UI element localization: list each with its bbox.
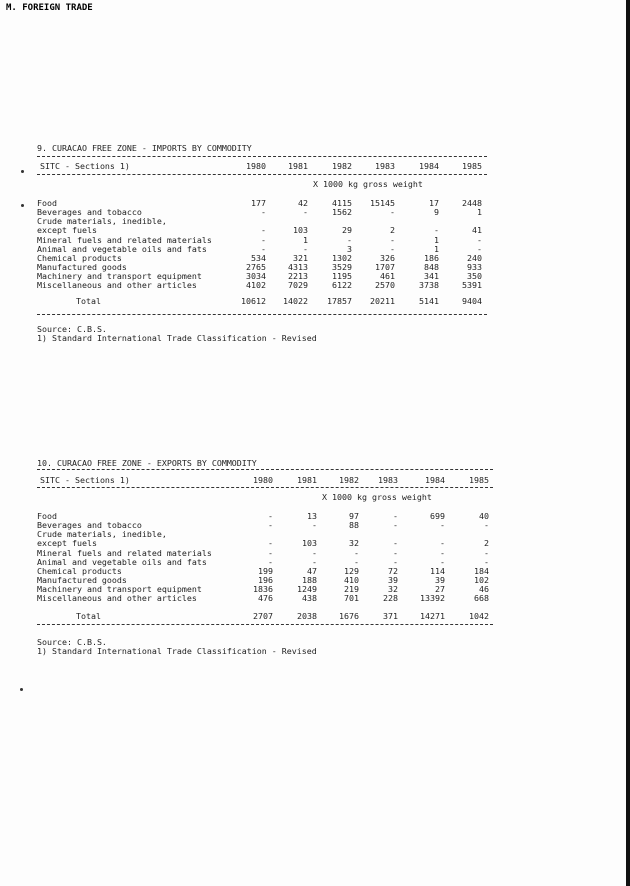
cell-value: 461 (380, 271, 395, 282)
row-label: Chemical products (37, 565, 122, 576)
cell-value: - (393, 538, 398, 549)
table-rule (37, 156, 487, 157)
cell-value: 1707 (375, 262, 395, 273)
cell-value: 6122 (332, 280, 352, 291)
cell-value: 1 (303, 234, 308, 245)
cell-value: 4115 (332, 198, 352, 208)
total-value: 371 (383, 611, 398, 621)
cell-value: 476 (258, 593, 273, 604)
footnote: 1) Standard International Trade Classification - Revised (37, 646, 317, 656)
year-header: 1985 (469, 475, 489, 485)
table-rule (37, 174, 487, 175)
cell-value: 2765 (246, 262, 266, 273)
cell-value: 13392 (420, 593, 445, 604)
cell-value: 1195 (332, 271, 352, 282)
row-label: Food (37, 198, 57, 208)
cell-value: - (312, 520, 317, 531)
year-header: 1983 (378, 475, 398, 485)
total-value: 14022 (283, 296, 308, 306)
cell-value: 29 (342, 225, 352, 236)
cell-value: - (268, 511, 273, 521)
total-value: 2707 (253, 611, 273, 621)
table-rule (37, 487, 493, 488)
year-header: 1982 (332, 161, 352, 171)
cell-value: 1 (434, 234, 439, 245)
cell-value: 240 (467, 252, 482, 263)
cell-value: 848 (424, 262, 439, 273)
total-value: 2038 (297, 611, 317, 621)
cell-value: 177 (251, 198, 266, 208)
cell-value: - (261, 234, 266, 245)
cell-value: - (390, 207, 395, 218)
total-value: 9404 (462, 296, 482, 306)
stub-header: SITC - Sections 1) (40, 161, 130, 171)
cell-value: 2213 (288, 271, 308, 282)
cell-value: 1249 (297, 584, 317, 595)
cell-value: - (347, 234, 352, 245)
cell-value: 2570 (375, 280, 395, 291)
cell-value: - (303, 243, 308, 254)
cell-value: - (354, 556, 359, 567)
table-rule (37, 624, 493, 625)
cell-value: - (440, 520, 445, 531)
row-label: Mineral fuels and related materials (37, 234, 212, 245)
cell-value: - (477, 243, 482, 254)
cell-value: - (477, 234, 482, 245)
page-header: M. FOREIGN TRADE (6, 3, 93, 13)
total-value: 17857 (327, 296, 352, 306)
cell-value: 2 (390, 225, 395, 236)
cell-value: - (261, 225, 266, 236)
row-label: except fuels (37, 538, 97, 549)
cell-value: 321 (293, 252, 308, 263)
scan-mark (21, 204, 24, 207)
cell-value: 129 (344, 565, 359, 576)
row-label: Mineral fuels and related materials (37, 547, 212, 558)
unit-label: X 1000 kg gross weight (313, 179, 423, 189)
unit-label: X 1000 kg gross weight (322, 492, 432, 502)
cell-value: 9 (434, 207, 439, 218)
cell-value: 341 (424, 271, 439, 282)
year-header: 1984 (425, 475, 445, 485)
row-label: Chemical products (37, 252, 122, 263)
cell-value: 350 (467, 271, 482, 282)
row-label: Animal and vegetable oils and fats (37, 243, 207, 254)
cell-value: 13 (307, 511, 317, 521)
cell-value: 102 (474, 575, 489, 586)
cell-value: 186 (424, 252, 439, 263)
source-note: Source: C.B.S. (37, 324, 107, 334)
cell-value: 15145 (370, 198, 395, 208)
total-value: 1042 (469, 611, 489, 621)
cell-value: 7029 (288, 280, 308, 291)
cell-value: 188 (302, 575, 317, 586)
cell-value: 17 (429, 198, 439, 208)
cell-value: 219 (344, 584, 359, 595)
row-label: Manufactured goods (37, 575, 127, 586)
year-header: 1982 (339, 475, 359, 485)
scan-edge (626, 0, 630, 886)
cell-value: 1562 (332, 207, 352, 218)
cell-value: 699 (430, 511, 445, 521)
cell-value: 1 (477, 207, 482, 218)
cell-value: 46 (479, 584, 489, 595)
cell-value: 39 (435, 575, 445, 586)
cell-value: 184 (474, 565, 489, 576)
scan-mark (21, 170, 24, 173)
cell-value: 228 (383, 593, 398, 604)
cell-value: 326 (380, 252, 395, 263)
cell-value: 27 (435, 584, 445, 595)
cell-value: - (393, 520, 398, 531)
cell-value: 534 (251, 252, 266, 263)
cell-value: - (312, 547, 317, 558)
cell-value: - (393, 547, 398, 558)
year-header: 1984 (419, 161, 439, 171)
cell-value: 32 (349, 538, 359, 549)
cell-value: 199 (258, 565, 273, 576)
cell-value: - (440, 547, 445, 558)
table-rule (37, 469, 493, 470)
cell-value: - (484, 547, 489, 558)
cell-value: 701 (344, 593, 359, 604)
cell-value: - (268, 547, 273, 558)
source-note: Source: C.B.S. (37, 637, 107, 647)
total-value: 1676 (339, 611, 359, 621)
cell-value: 5391 (462, 280, 482, 291)
footnote: 1) Standard International Trade Classification - Revised (37, 333, 317, 343)
total-value: 5141 (419, 296, 439, 306)
cell-value: 88 (349, 520, 359, 531)
table-rule (37, 314, 487, 315)
cell-value: 3529 (332, 262, 352, 273)
cell-value: - (354, 547, 359, 558)
cell-value: 72 (388, 565, 398, 576)
row-label: Crude materials, inedible, (37, 216, 167, 227)
cell-value: - (390, 234, 395, 245)
cell-value: 103 (293, 225, 308, 236)
row-label: Manufactured goods (37, 262, 127, 273)
table-title: 10. CURACAO FREE ZONE - EXPORTS BY COMMODITY (37, 458, 257, 468)
cell-value: 438 (302, 593, 317, 604)
year-header: 1981 (288, 161, 308, 171)
cell-value: - (268, 520, 273, 531)
total-label: Total (76, 296, 101, 306)
cell-value: 114 (430, 565, 445, 576)
cell-value: 3738 (419, 280, 439, 291)
cell-value: - (484, 520, 489, 531)
cell-value: - (434, 225, 439, 236)
cell-value: - (440, 556, 445, 567)
cell-value: 3034 (246, 271, 266, 282)
cell-value: - (312, 556, 317, 567)
row-label: except fuels (37, 225, 97, 236)
cell-value: 39 (388, 575, 398, 586)
total-label: Total (76, 611, 101, 621)
cell-value: - (484, 556, 489, 567)
cell-value: 668 (474, 593, 489, 604)
cell-value: 103 (302, 538, 317, 549)
row-label: Miscellaneous and other articles (37, 593, 197, 604)
cell-value: 4313 (288, 262, 308, 273)
row-label: Crude materials, inedible, (37, 529, 167, 540)
cell-value: 3 (347, 243, 352, 254)
cell-value: 410 (344, 575, 359, 586)
row-label: Machinery and transport equipment (37, 271, 202, 282)
stub-header: SITC - Sections 1) (40, 475, 130, 485)
cell-value: 1 (434, 243, 439, 254)
table-title: 9. CURACAO FREE ZONE - IMPORTS BY COMMODITY (37, 143, 252, 153)
cell-value: 1836 (253, 584, 273, 595)
row-label: Beverages and tobacco (37, 520, 142, 531)
cell-value: 41 (472, 225, 482, 236)
total-value: 10612 (241, 296, 266, 306)
row-label: Animal and vegetable oils and fats (37, 556, 207, 567)
row-label: Beverages and tobacco (37, 207, 142, 218)
cell-value: - (393, 511, 398, 521)
row-label: Machinery and transport equipment (37, 584, 202, 595)
cell-value: - (390, 243, 395, 254)
year-header: 1985 (462, 161, 482, 171)
year-header: 1983 (375, 161, 395, 171)
cell-value: 1302 (332, 252, 352, 263)
cell-value: 933 (467, 262, 482, 273)
year-header: 1980 (253, 475, 273, 485)
cell-value: - (440, 538, 445, 549)
scan-mark (20, 688, 23, 691)
cell-value: 4102 (246, 280, 266, 291)
year-header: 1981 (297, 475, 317, 485)
cell-value: - (261, 243, 266, 254)
cell-value: 42 (298, 198, 308, 208)
cell-value: - (303, 207, 308, 218)
cell-value: - (393, 556, 398, 567)
cell-value: 40 (479, 511, 489, 521)
cell-value: 2448 (462, 198, 482, 208)
cell-value: 196 (258, 575, 273, 586)
cell-value: - (268, 538, 273, 549)
total-value: 14271 (420, 611, 445, 621)
cell-value: - (261, 207, 266, 218)
cell-value: 32 (388, 584, 398, 595)
row-label: Food (37, 511, 57, 521)
cell-value: 2 (484, 538, 489, 549)
cell-value: - (268, 556, 273, 567)
cell-value: 97 (349, 511, 359, 521)
row-label: Miscellaneous and other articles (37, 280, 197, 291)
year-header: 1980 (246, 161, 266, 171)
total-value: 20211 (370, 296, 395, 306)
cell-value: 47 (307, 565, 317, 576)
